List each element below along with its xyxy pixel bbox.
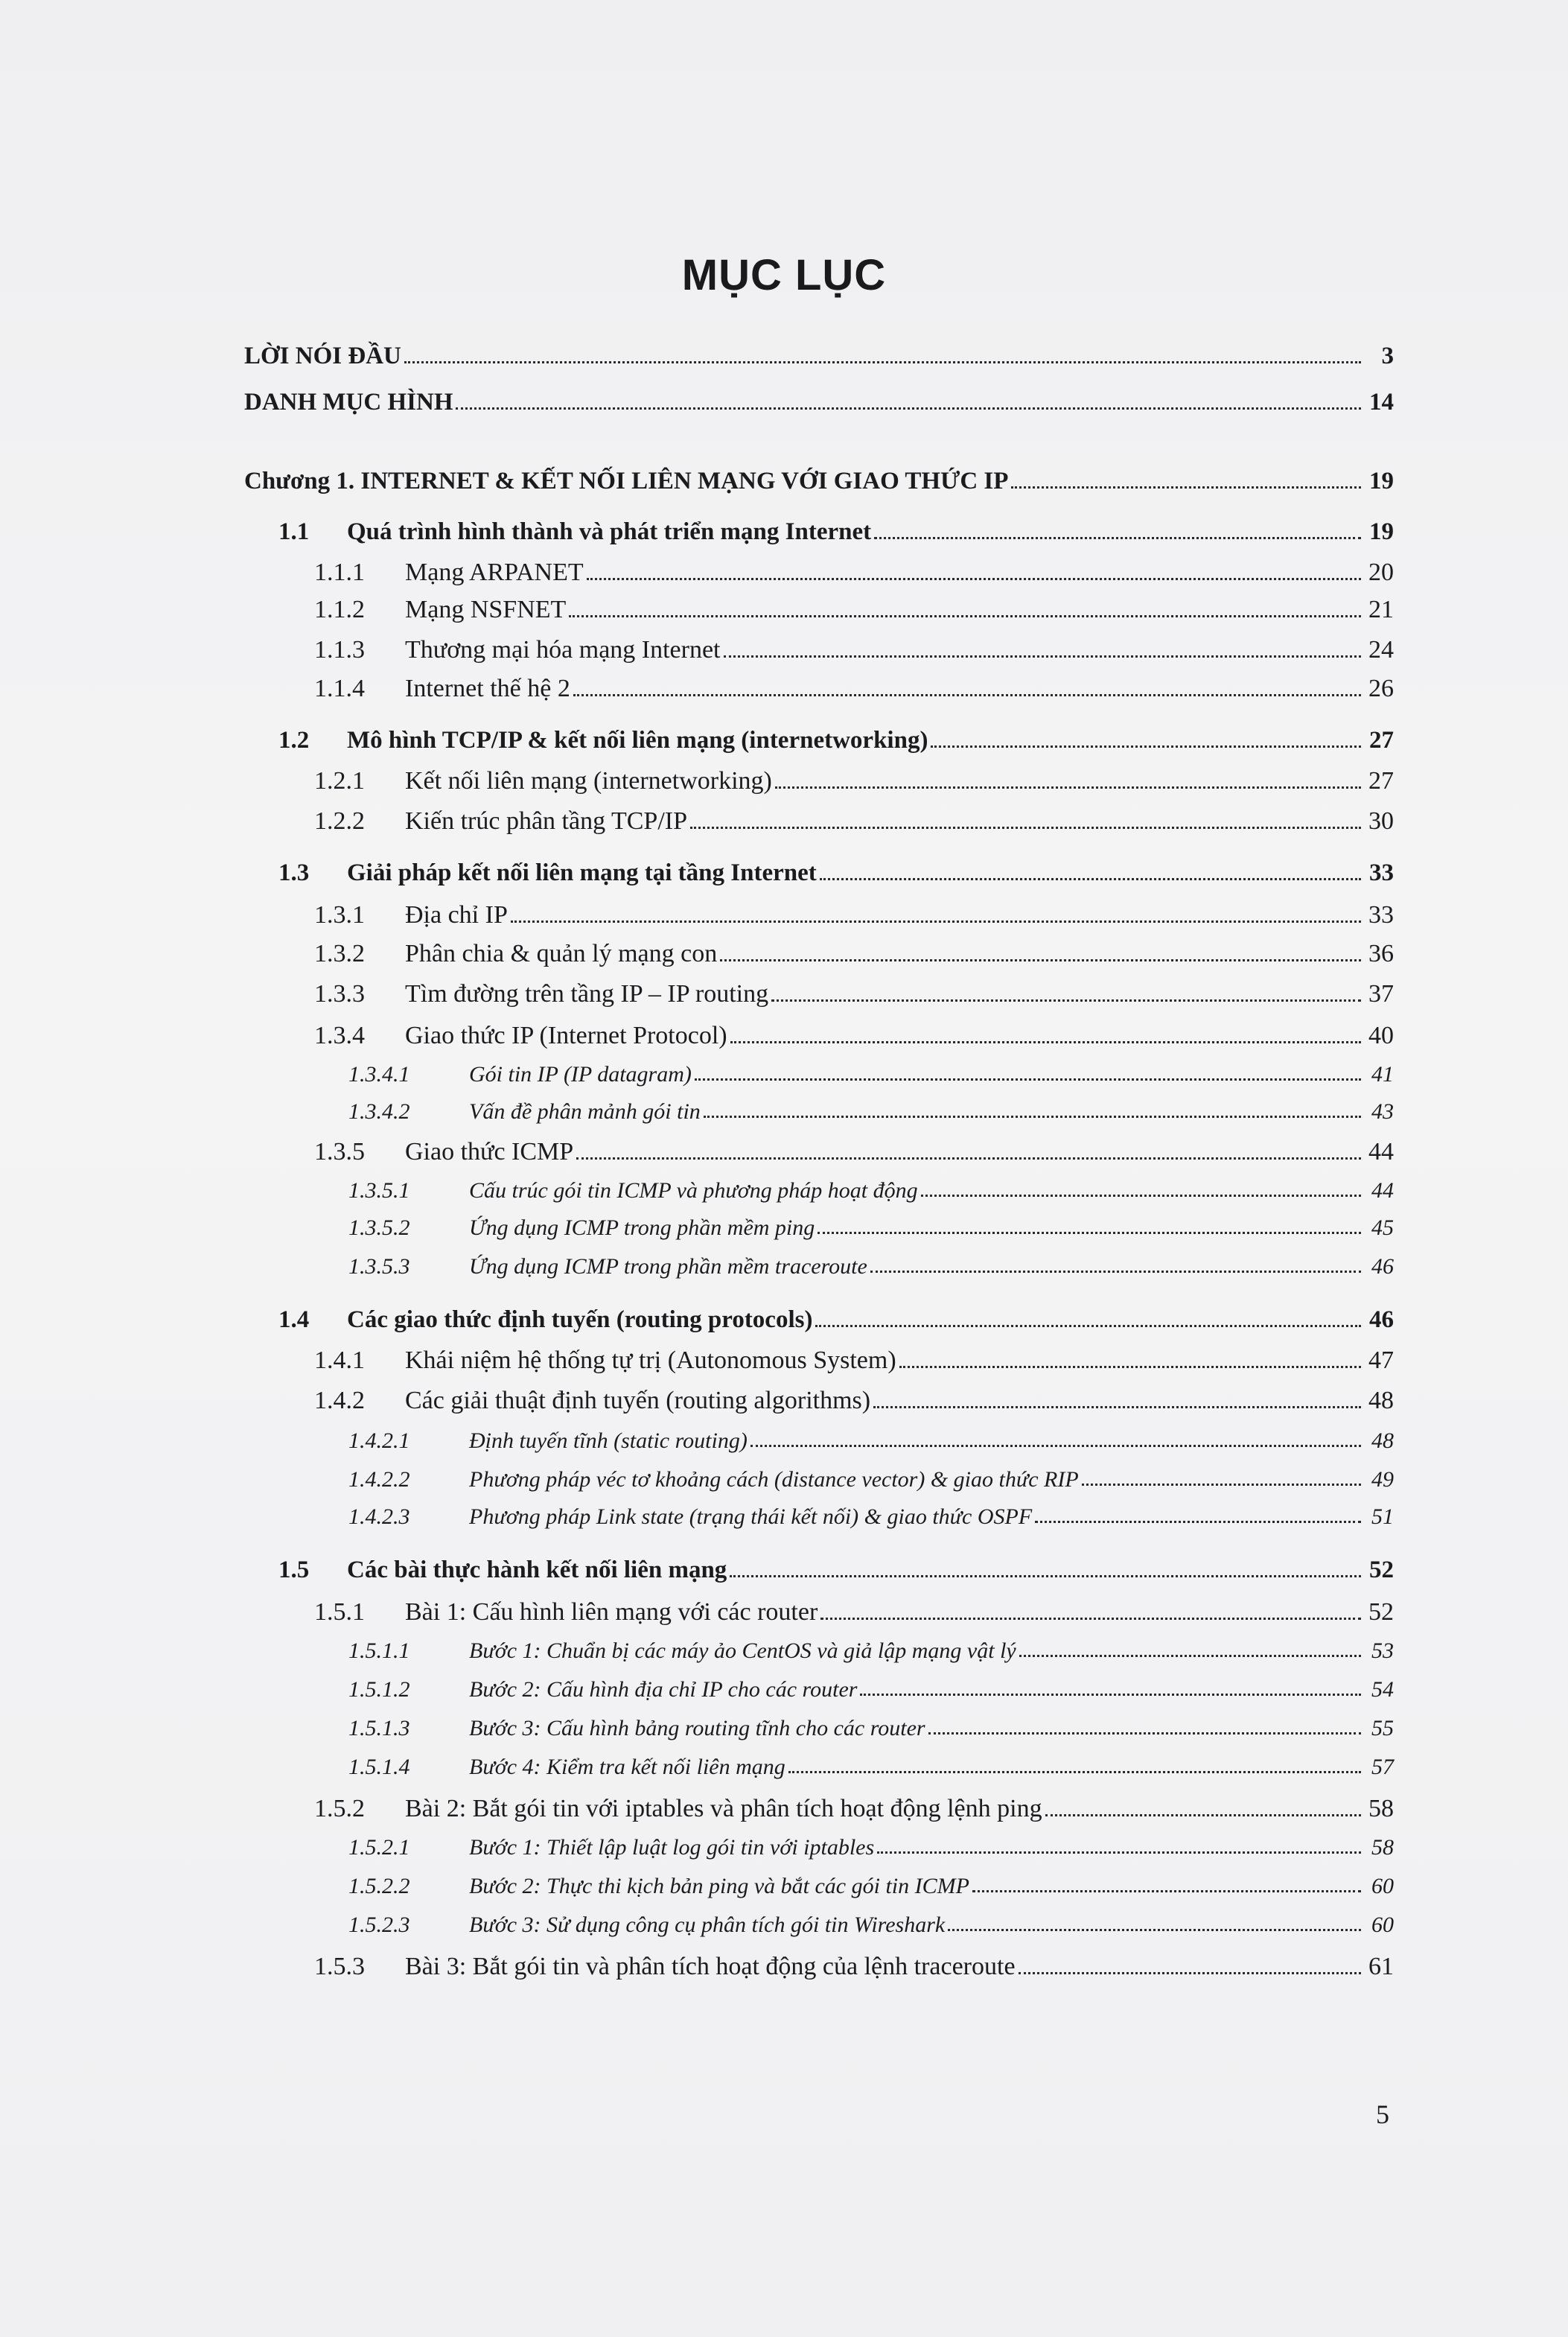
toc-entry-page: 21 [1368, 596, 1394, 623]
dot-leader [704, 1115, 1361, 1118]
toc-entry-label: Phương pháp Link state (trạng thái kết nối) & giao thức OSPF [469, 1504, 1033, 1529]
dot-leader [921, 1194, 1361, 1197]
toc-entry-number: 1.2.1 [314, 767, 365, 795]
toc-entry-label: Giao thức IP (Internet Protocol) [405, 1022, 727, 1049]
toc-entry-page: 33 [1369, 859, 1394, 886]
toc-entry-number: 1.5 [278, 1557, 310, 1583]
toc-entry [244, 1215, 1394, 1241]
dot-leader [511, 920, 1361, 923]
toc-entry-label: Địa chỉ IP [405, 901, 508, 929]
toc-entry-number: 1.3.4.2 [348, 1099, 410, 1124]
toc-entry-page: 57 [1371, 1755, 1394, 1779]
toc-entry-label: Phương pháp véc tơ khoảng cách (distance vector) & giao thức RIP [469, 1467, 1079, 1492]
toc-entry-label: Ứng dụng ICMP trong phần mềm traceroute [469, 1254, 867, 1279]
toc-entry-page: 44 [1371, 1178, 1394, 1203]
dot-leader [456, 407, 1361, 410]
toc-entry-number: 1.5.1.4 [348, 1755, 410, 1779]
toc-entry-number: 1.1.4 [314, 675, 365, 702]
toc-entry-label: Bước 2: Cấu hình địa chỉ IP cho các router [469, 1677, 858, 1702]
toc-entry-number: 1.4.2 [314, 1387, 365, 1414]
toc-entry [244, 636, 1394, 664]
toc-entry-label: Chương 1. INTERNET & KẾT NỐI LIÊN MẠNG VỚI GIAO THỨC IP [244, 468, 1009, 495]
dot-leader [899, 1365, 1361, 1368]
dot-leader [587, 577, 1361, 580]
toc-entry-label: Cấu trúc gói tin ICMP và phương pháp hoạt động [469, 1178, 918, 1203]
toc-entry-label: Bước 4: Kiểm tra kết nối liên mạng [469, 1755, 785, 1779]
toc-entry-label: Mạng NSFNET [405, 596, 567, 623]
toc-entry [244, 1346, 1394, 1375]
toc-entry-page: 48 [1368, 1387, 1394, 1414]
toc-entry-number: 1.3.1 [314, 901, 365, 929]
toc-entry [244, 1716, 1394, 1741]
page-title: MỤC LỤC [681, 251, 887, 299]
toc-entry [244, 559, 1394, 587]
toc-entry-number: 1.2.2 [314, 807, 365, 835]
toc-entry [244, 807, 1394, 836]
toc-entry [244, 343, 1394, 370]
dot-leader [775, 786, 1361, 789]
toc-entry-number: 1.4.2.3 [348, 1504, 410, 1529]
toc-entry-label: Kiến trúc phân tầng TCP/IP [405, 807, 687, 835]
toc-entry-label: Bước 2: Thực thi kịch bản ping và bắt các gói tin ICMP [469, 1874, 969, 1898]
toc-entry-label: Tìm đường trên tầng IP – IP routing [405, 980, 769, 1008]
dot-leader [972, 1889, 1361, 1892]
dot-leader [730, 1040, 1361, 1043]
toc-entry [244, 596, 1394, 624]
dot-leader [874, 536, 1361, 539]
toc-entry-label: Mạng ARPANET [405, 559, 584, 586]
toc-entry [244, 859, 1394, 887]
toc-entry-label: Kết nối liên mạng (internetworking) [405, 767, 772, 795]
toc-entry-page: 47 [1368, 1346, 1394, 1374]
dot-leader [720, 958, 1361, 961]
dot-leader [569, 614, 1361, 617]
toc-entry-page: 45 [1371, 1215, 1394, 1240]
toc-entry [244, 675, 1394, 703]
toc-entry [244, 767, 1394, 795]
toc-entry-page: 58 [1368, 1795, 1394, 1822]
toc-entry-label: Internet thế hệ 2 [405, 675, 570, 702]
dot-leader [931, 745, 1361, 748]
toc-entry-page: 36 [1368, 940, 1394, 967]
toc-entry [244, 1504, 1394, 1530]
toc-entry-number: 1.2 [278, 727, 310, 754]
toc-entry-number: 1.3.5.2 [348, 1215, 410, 1240]
toc-entry-page: 43 [1371, 1099, 1394, 1124]
toc-entry [244, 389, 1394, 416]
toc-entry-page: 54 [1371, 1677, 1394, 1702]
toc-entry-number: 1.5.2 [314, 1795, 365, 1822]
toc-entry-page: 37 [1368, 980, 1394, 1008]
toc-entry-page: 60 [1371, 1874, 1394, 1898]
toc-entry-number: 1.3.5.3 [348, 1254, 410, 1279]
toc-entry-number: 1.1.3 [314, 636, 365, 664]
toc-entry-label: Bước 3: Sử dụng công cụ phân tích gói tin Wireshark [469, 1912, 946, 1937]
toc-entry-label: Giao thức ICMP [405, 1138, 574, 1166]
toc-entry [244, 1178, 1394, 1204]
toc-entry [244, 468, 1394, 495]
dot-leader [576, 1157, 1361, 1160]
toc-entry-number: 1.1 [278, 518, 310, 545]
toc-entry-label: Các bài thực hành kết nối liên mạng [347, 1557, 727, 1583]
dot-leader [1035, 1520, 1361, 1523]
dot-leader [771, 999, 1361, 1002]
toc-entry-label: Định tuyến tĩnh (static routing) [469, 1428, 748, 1453]
toc-entry-page: 52 [1369, 1557, 1394, 1583]
dot-leader [573, 693, 1361, 696]
toc-entry [244, 1598, 1394, 1627]
dot-leader [1045, 1813, 1361, 1816]
dot-leader [750, 1444, 1361, 1447]
toc-entry-page: 60 [1371, 1912, 1394, 1937]
toc-entry-number: 1.5.1.3 [348, 1716, 410, 1740]
dot-leader [877, 1851, 1361, 1854]
toc-entry-label: DANH MỤC HÌNH [244, 389, 453, 416]
page-number: 5 [1376, 2099, 1389, 2129]
toc-entry-number: 1.4.2.2 [348, 1467, 410, 1492]
toc-entry [244, 1795, 1394, 1823]
dot-leader [815, 1324, 1361, 1327]
toc-entry-page: 24 [1368, 636, 1394, 664]
toc-entry [244, 1835, 1394, 1860]
toc-entry-number: 1.5.2.1 [348, 1835, 410, 1860]
toc-entry-page: 14 [1369, 389, 1394, 416]
dot-leader [818, 1231, 1361, 1234]
toc-entry-label: Khái niệm hệ thống tự trị (Autonomous System) [405, 1346, 896, 1374]
toc-entry [244, 518, 1394, 546]
dot-leader [948, 1928, 1361, 1931]
toc-entry [244, 940, 1394, 968]
dot-leader [1019, 1971, 1361, 1974]
toc-entry-label: Mô hình TCP/IP & kết nối liên mạng (internetworking) [347, 727, 928, 754]
dot-leader [730, 1574, 1361, 1577]
toc-entry-page: 51 [1371, 1504, 1394, 1529]
toc-entry-number: 1.5.2.3 [348, 1912, 410, 1937]
toc-entry [244, 1953, 1394, 1981]
toc-entry-label: Giải pháp kết nối liên mạng tại tầng Internet [347, 859, 817, 886]
toc-entry-page: 19 [1369, 518, 1394, 545]
dot-leader [873, 1405, 1361, 1408]
toc-entry-number: 1.3.2 [314, 940, 365, 967]
toc-entry-label: Bài 1: Cấu hình liên mạng với các router [405, 1598, 818, 1626]
toc-entry [244, 901, 1394, 929]
toc-entry [244, 1557, 1394, 1584]
toc-entry [244, 1874, 1394, 1899]
toc-entry-label: Bài 3: Bắt gói tin và phân tích hoạt động của lệnh traceroute [405, 1953, 1016, 1980]
toc-entry-number: 1.3.5.1 [348, 1178, 410, 1203]
toc-entry-label: Thương mại hóa mạng Internet [405, 636, 721, 664]
toc-entry-number: 1.5.1.2 [348, 1677, 410, 1702]
toc-entry-number: 1.5.1.1 [348, 1638, 410, 1663]
toc-entry-number: 1.3 [278, 859, 310, 886]
toc-entry-number: 1.3.4 [314, 1022, 365, 1049]
toc-entry-label: LỜI NÓI ĐẦU [244, 343, 401, 369]
toc-entry [244, 1138, 1394, 1166]
toc-entry-label: Bước 1: Thiết lập luật log gói tin với iptables [469, 1835, 875, 1860]
toc-entry-label: Các giải thuật định tuyến (routing algorithms) [405, 1387, 871, 1414]
toc-entry-page: 44 [1368, 1138, 1394, 1166]
toc-entry-label: Bài 2: Bắt gói tin với iptables và phân tích hoạt động lệnh ping [405, 1795, 1042, 1822]
toc-entry-page: 46 [1371, 1254, 1394, 1279]
toc-entry [244, 1306, 1394, 1334]
toc-entry [244, 1912, 1394, 1938]
toc-entry [244, 1638, 1394, 1664]
toc-entry-number: 1.5.3 [314, 1953, 365, 1980]
toc-entry-page: 20 [1368, 559, 1394, 586]
toc-entry-label: Quá trình hình thành và phát triển mạng Internet [347, 518, 872, 545]
toc-entry-page: 33 [1368, 901, 1394, 929]
toc-entry-number: 1.3.3 [314, 980, 365, 1008]
dot-leader [1082, 1483, 1361, 1486]
dot-leader [1019, 1654, 1361, 1657]
toc-entry-page: 19 [1369, 468, 1394, 495]
toc-entry-label: Bước 1: Chuẩn bị các máy ảo CentOS và giả lập mạng vật lý [469, 1638, 1016, 1663]
toc-entry-label: Gói tin IP (IP datagram) [469, 1062, 692, 1087]
toc-entry [244, 1467, 1394, 1492]
toc-entry-page: 53 [1371, 1638, 1394, 1663]
toc-entry-number: 1.4 [278, 1306, 310, 1333]
toc-entry [244, 1755, 1394, 1780]
toc-entry-number: 1.3.5 [314, 1138, 365, 1166]
toc-entry [244, 1099, 1394, 1125]
toc-entry-number: 1.4.2.1 [348, 1428, 410, 1453]
dot-leader [820, 877, 1361, 880]
toc-entry-label: Bước 3: Cấu hình bảng routing tĩnh cho các router [469, 1716, 925, 1740]
toc-entry-page: 46 [1369, 1306, 1394, 1333]
toc-entry-page: 27 [1368, 767, 1394, 795]
toc-entry-number: 1.1.1 [314, 559, 365, 586]
toc-entry-label: Ứng dụng ICMP trong phần mềm ping [469, 1215, 815, 1240]
dot-leader [695, 1078, 1361, 1081]
toc-entry-label: Phân chia & quản lý mạng con [405, 940, 718, 967]
toc-entry-page: 58 [1371, 1835, 1394, 1860]
toc-entry-page: 55 [1371, 1716, 1394, 1740]
toc-entry-number: 1.1.2 [314, 596, 365, 623]
dot-leader [870, 1270, 1361, 1273]
toc-entry-page: 3 [1381, 343, 1394, 369]
toc-entry [244, 1428, 1394, 1454]
toc-entry [244, 1677, 1394, 1702]
toc-entry [244, 1022, 1394, 1050]
dot-leader [788, 1770, 1361, 1773]
toc-entry-page: 41 [1371, 1062, 1394, 1087]
toc-entry-page: 26 [1368, 675, 1394, 702]
toc-entry-page: 49 [1371, 1467, 1394, 1492]
toc-entry [244, 1387, 1394, 1415]
toc-entry-page: 48 [1371, 1428, 1394, 1453]
dot-leader [404, 360, 1361, 363]
toc-entry-number: 1.5.2.2 [348, 1874, 410, 1898]
toc-entry-number: 1.3.4.1 [348, 1062, 410, 1087]
toc-entry-page: 52 [1368, 1598, 1394, 1626]
dot-leader [820, 1617, 1361, 1620]
toc-entry [244, 1254, 1394, 1279]
toc-entry [244, 980, 1394, 1008]
toc-entry-number: 1.5.1 [314, 1598, 365, 1626]
dot-leader [860, 1693, 1361, 1696]
dot-leader [724, 655, 1361, 658]
toc-entry-page: 30 [1368, 807, 1394, 835]
dot-leader [928, 1732, 1361, 1735]
toc-entry [244, 1062, 1394, 1087]
toc-entry-page: 40 [1368, 1022, 1394, 1049]
toc-entry-label: Các giao thức định tuyến (routing protocols) [347, 1306, 813, 1333]
toc-entry [244, 727, 1394, 754]
toc-entry-label: Vấn đề phân mảnh gói tin [469, 1099, 701, 1124]
dot-leader [690, 826, 1361, 829]
toc-entry-page: 61 [1368, 1953, 1394, 1980]
dot-leader [1011, 486, 1361, 489]
toc-entry-number: 1.4.1 [314, 1346, 365, 1374]
toc-entry-page: 27 [1369, 727, 1394, 754]
